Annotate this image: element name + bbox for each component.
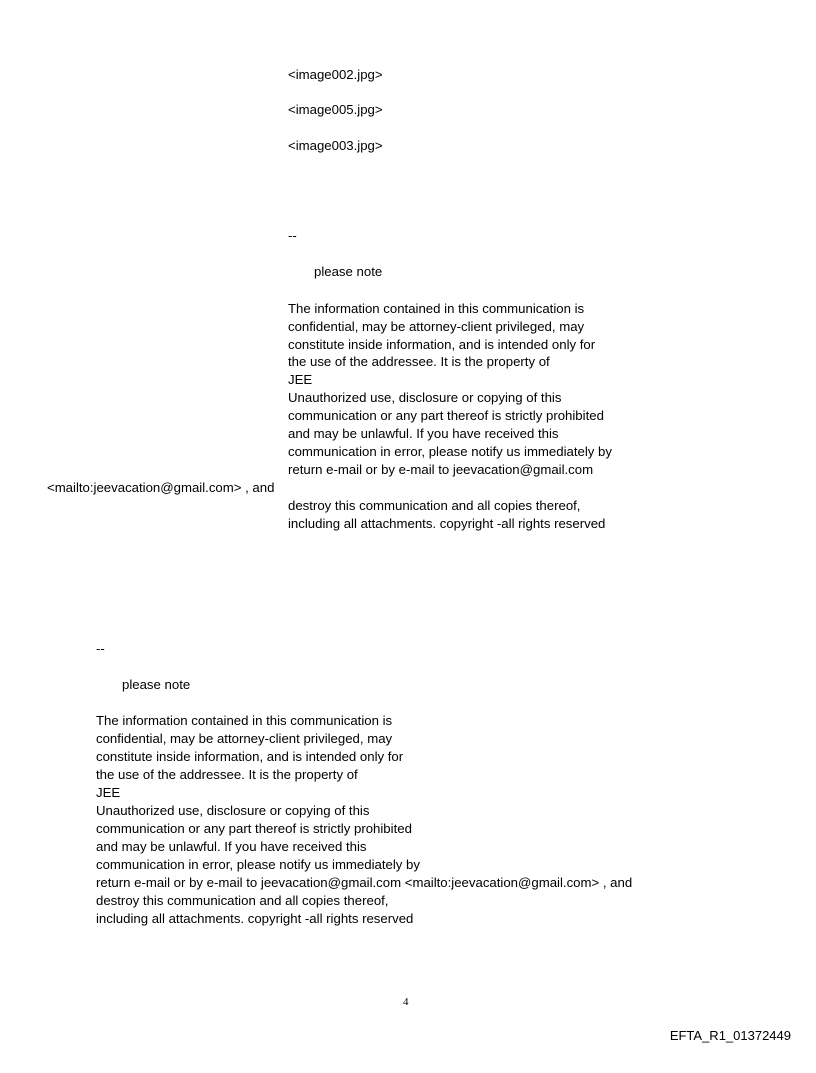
disclaimer-line: communication in error, please notify us immediately by <box>288 444 612 459</box>
disclaimer-line: confidential, may be attorney-client privileged, may <box>96 731 393 746</box>
disclaimer-line: constitute inside information, and is intended only for <box>288 337 596 352</box>
note-heading: please note <box>314 264 383 279</box>
disclaimer-line: communication in error, please notify us immediately by <box>96 857 420 872</box>
attachment-image002: <image002.jpg> <box>288 67 383 82</box>
attachment-image003: <image003.jpg> <box>288 138 383 153</box>
mailto-line: <mailto:jeevacation@gmail.com> , and <box>47 480 275 495</box>
disclaimer-line: destroy this communication and all copies thereof, <box>96 893 389 908</box>
document-id: EFTA_R1_01372449 <box>669 1028 791 1043</box>
disclaimer-line: JEE <box>288 372 313 387</box>
disclaimer-line: the use of the addressee. It is the property of <box>288 354 550 369</box>
disclaimer-line: and may be unlawful. If you have received this <box>288 426 559 441</box>
disclaimer-line: communication or any part thereof is strictly prohibited <box>96 821 412 836</box>
disclaimer-line: including all attachments. copyright -all rights reserved <box>96 911 414 926</box>
disclaimer-line: confidential, may be attorney-client privileged, may <box>288 319 585 334</box>
disclaimer-line: destroy this communication and all copies thereof, <box>288 498 581 513</box>
disclaimer-line: The information contained in this communication is <box>96 713 393 728</box>
disclaimer-line: communication or any part thereof is strictly prohibited <box>288 408 604 423</box>
disclaimer-line: Unauthorized use, disclosure or copying of this <box>96 803 370 818</box>
disclaimer-line: Unauthorized use, disclosure or copying of this <box>288 390 562 405</box>
disclaimer-line: the use of the addressee. It is the property of <box>96 767 358 782</box>
signature-separator: -- <box>288 228 297 243</box>
disclaimer-line: return e-mail or by e-mail to jeevacation@gmail.com <mailto:jeevacation@gmail.com> , and <box>96 875 633 890</box>
attachment-image005: <image005.jpg> <box>288 102 383 117</box>
disclaimer-line: including all attachments. copyright -all rights reserved <box>288 516 606 531</box>
disclaimer-line: constitute inside information, and is intended only for <box>96 749 404 764</box>
note-heading: please note <box>122 677 191 692</box>
disclaimer-line: JEE <box>96 785 121 800</box>
disclaimer-line: return e-mail or by e-mail to jeevacation@gmail.com <box>288 462 594 477</box>
signature-separator: -- <box>96 641 105 656</box>
disclaimer-line: and may be unlawful. If you have received this <box>96 839 367 854</box>
disclaimer-line: The information contained in this communication is <box>288 301 585 316</box>
page-number: 4 <box>403 996 409 1008</box>
